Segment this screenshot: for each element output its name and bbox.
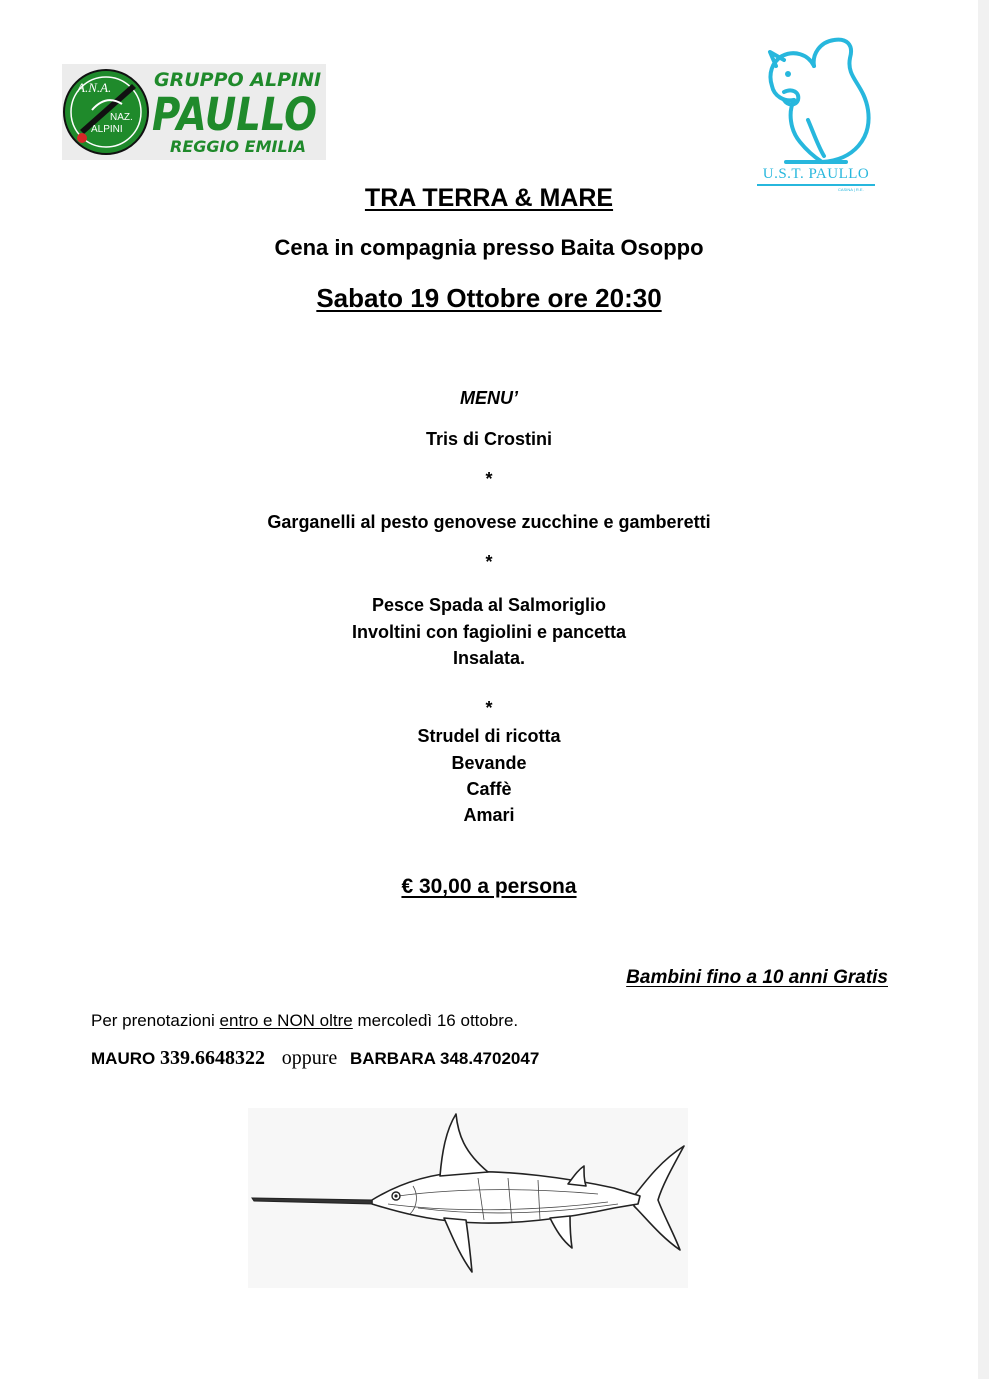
contacts-line [91, 1047, 539, 1070]
menu-item: Strudel di ricotta [417, 726, 561, 746]
gruppo-alpini-logo [62, 64, 326, 160]
contact1-name: MAURO [91, 1049, 156, 1068]
price: € 30,00 a persona [401, 875, 577, 898]
contact2: BARBARA 348.4702047 [349, 1049, 540, 1068]
contact1-phone: 339.6648322 [159, 1047, 265, 1069]
event-subtitle: Cena in compagnia presso Baita Osoppo [274, 235, 704, 260]
booking-line [91, 1011, 518, 1031]
badge-red-dot [77, 133, 87, 143]
page-edge [978, 0, 989, 1379]
logo-line2: PAULLO [152, 88, 317, 141]
badge-naz-text: NAZ. [110, 112, 133, 123]
ust-small-text: CASINA | R.E. [838, 187, 864, 192]
menu-item: Caffè [466, 779, 512, 799]
menu-item: Involtini con fagiolini e pancetta [351, 622, 627, 642]
booking-deadline-emphasis: entro e NON oltre [219, 1011, 353, 1030]
contact-or: oppure [281, 1047, 338, 1069]
booking-prefix: Per prenotazioni [91, 1011, 220, 1030]
ust-paullo-name: U.S.T. PAULLO [762, 166, 870, 182]
menu-item: Pesce Spada al Salmoriglio [371, 595, 607, 615]
logo-line3: REGGIO EMILIA [170, 137, 306, 156]
menu-course1: Tris di Crostini [425, 429, 553, 449]
event-title: TRA TERRA & MARE [364, 184, 614, 212]
menu-item: Insalata. [452, 648, 526, 668]
menu-item: Bevande [451, 753, 527, 773]
menu-separator: * [485, 469, 493, 489]
event-date: Sabato 19 Ottobre ore 20:30 [316, 283, 662, 313]
booking-suffix: mercoledì 16 ottobre. [352, 1011, 519, 1030]
menu-separator: * [485, 698, 493, 718]
menu-course2: Garganelli al pesto genovese zucchine e gamberetti [267, 512, 711, 532]
kids-note: Bambini fino a 10 anni Gratis [626, 967, 888, 988]
menu-item: Amari [463, 805, 515, 825]
swordfish-illustration [248, 1108, 688, 1288]
menu-heading: MENU’ [460, 388, 518, 408]
logo-line1: GRUPPO ALPINI [154, 69, 322, 91]
menu-separator: * [485, 552, 493, 572]
badge-alpini-text: ALPINI [91, 124, 123, 135]
badge-top-text: A.N.A. [77, 80, 112, 95]
